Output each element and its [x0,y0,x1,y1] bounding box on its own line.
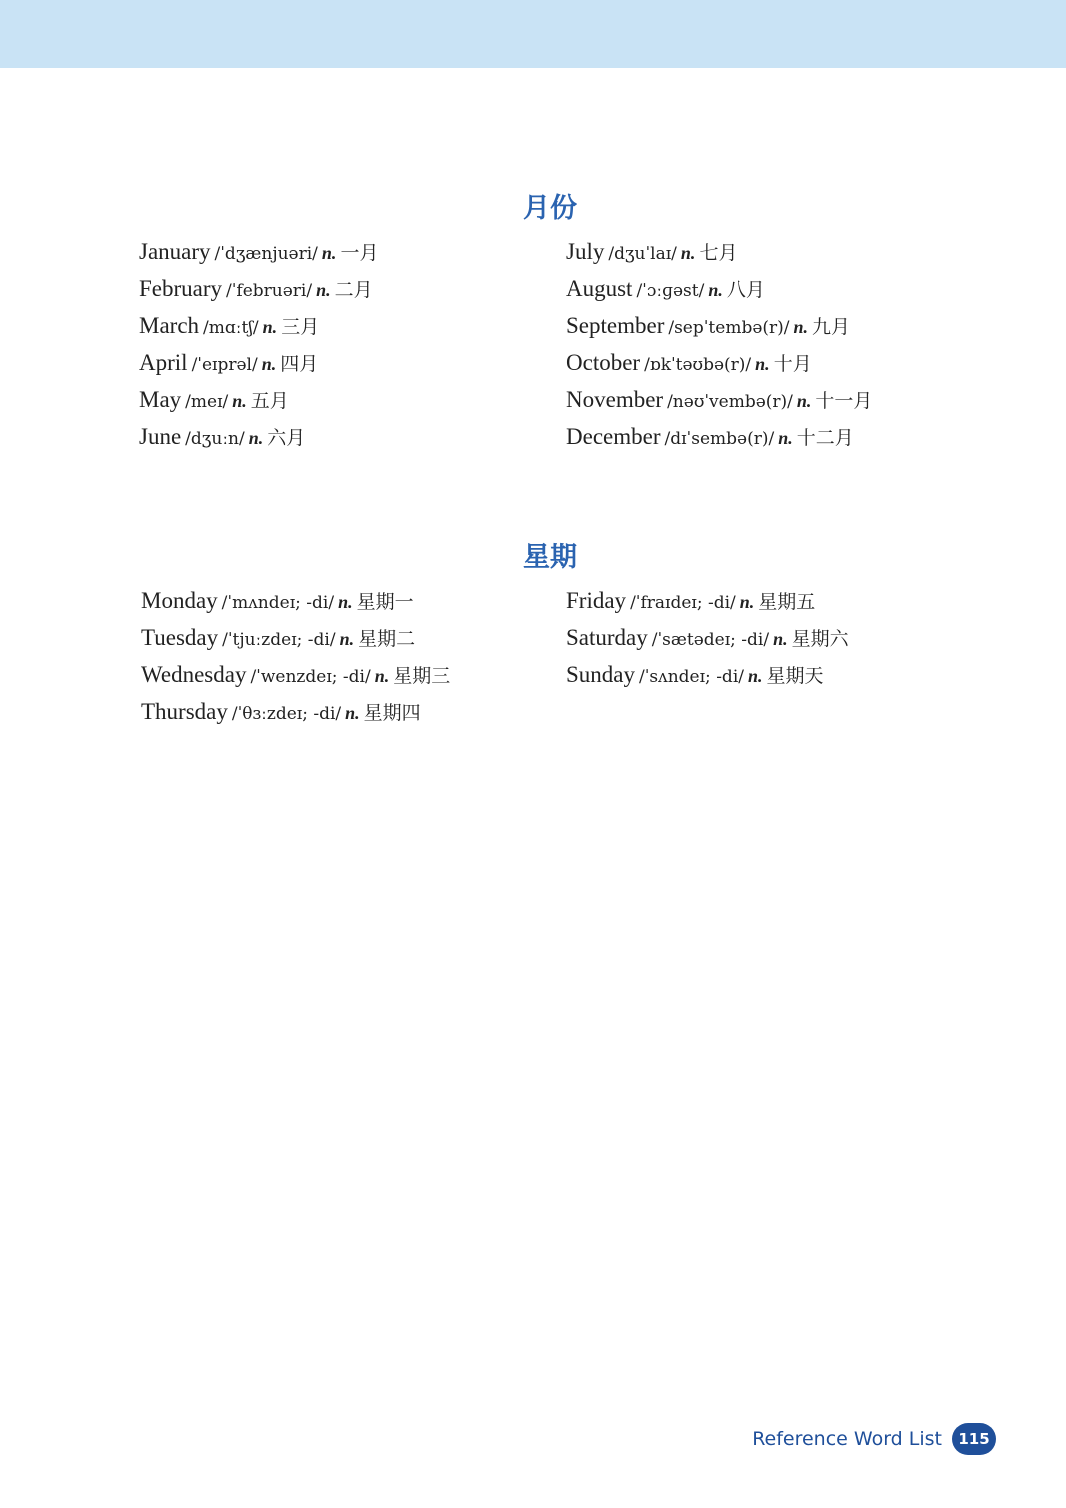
entry-word: December [566,424,661,449]
months-left-column [139,238,378,460]
list-item [566,275,872,312]
entry-pos: n. [232,391,247,411]
top-header-band [0,0,1066,68]
entry-pos: n. [708,280,723,300]
entry-word: March [139,313,200,338]
entry-word: April [139,350,188,375]
list-item [566,349,872,386]
weekdays-left-column [141,587,450,735]
entry-ipa: /ˈɔːɡəst/ [636,281,705,301]
entry-word: February [139,276,223,301]
entry-word: August [566,276,633,301]
entry-pos: n. [680,243,696,263]
entry-ipa: /mɑːtʃ/ [203,318,259,338]
entry-word: Saturday [566,625,648,650]
entry-ipa: /ˈfraɪdeɪ; -di/ [630,593,736,613]
entry-ipa: /ˈsætədeɪ; -di/ [651,630,770,650]
list-item [566,312,872,349]
entry-chinese: 四月 [280,353,319,375]
list-item [566,661,849,698]
footer-label: Reference Word List [752,1428,942,1450]
entry-chinese: 八月 [726,279,765,301]
list-item [141,624,450,661]
entry-ipa: /ˈdʒænjuəri/ [214,244,318,264]
list-item [139,349,378,386]
weekdays-right-column [566,587,849,698]
entry-ipa: /meɪ/ [185,392,229,412]
page-footer [752,1421,996,1457]
entry-ipa: /ˈsʌndeɪ; -di/ [639,667,744,687]
list-item [566,423,872,460]
entry-chinese: 五月 [250,390,289,412]
entry-word: September [566,313,665,338]
entry-word: July [566,239,605,264]
entry-word: Sunday [566,662,635,687]
entry-chinese: 一月 [340,242,379,264]
entry-word: Wednesday [141,662,247,687]
entry-ipa: /nəʊˈvembə(r)/ [667,392,793,412]
entry-ipa: /dʒuˈlaɪ/ [608,244,677,264]
entry-pos: n. [796,391,812,411]
entry-pos: n. [248,428,264,448]
list-item [141,698,450,735]
entry-chinese: 十月 [773,353,812,375]
entry-pos: n. [321,243,337,263]
entry-word: January [139,239,211,264]
months-section-title: 月份 [523,193,577,224]
entry-ipa: /sepˈtembə(r)/ [668,318,790,338]
entry-chinese: 星期四 [363,702,421,724]
entry-chinese: 星期六 [791,628,849,650]
entry-chinese: 六月 [267,427,306,449]
list-item [141,587,450,624]
entry-word: November [566,387,664,412]
entry-chinese: 星期三 [393,665,451,687]
entry-chinese: 星期一 [356,591,414,613]
weekdays-section-title: 星期 [523,542,577,573]
list-item [566,587,849,624]
entry-pos: n. [755,354,770,374]
list-item [139,275,378,312]
entry-chinese: 三月 [281,316,320,338]
entry-pos: n. [339,629,355,649]
entry-pos: n. [739,592,755,612]
entry-ipa: /ˈeɪprəl/ [191,355,258,375]
entry-word: June [139,424,182,449]
entry-ipa: /ˈfebruəri/ [226,281,313,301]
list-item [139,423,378,460]
entry-word: Monday [141,588,218,613]
entry-pos: n. [747,666,763,686]
entry-chinese: 十二月 [796,427,854,449]
entry-pos: n. [345,703,360,723]
entry-word: Thursday [141,699,228,724]
entry-pos: n. [793,317,809,337]
entry-chinese: 二月 [334,279,373,301]
entry-word: Friday [566,588,627,613]
entry-ipa: /ˈtjuːzdeɪ; -di/ [222,630,336,650]
entry-ipa: /dʒuːn/ [185,429,245,449]
list-item [139,386,378,423]
entry-chinese: 九月 [812,316,851,338]
list-item [566,386,872,423]
entry-chinese: 星期天 [766,665,824,687]
entry-word: Tuesday [141,625,219,650]
list-item [566,624,849,661]
entry-pos: n. [262,317,278,337]
entry-pos: n. [316,280,331,300]
list-item [139,312,378,349]
entry-ipa: /ˈθɜːzdeɪ; -di/ [231,704,342,724]
entry-pos: n. [374,666,390,686]
months-right-column [566,238,872,460]
entry-pos: n. [773,629,788,649]
entry-ipa: /dɪˈsembə(r)/ [664,429,775,449]
entry-ipa: /ˈwenzdeɪ; -di/ [250,667,371,687]
list-item [566,238,872,275]
entry-pos: n. [261,354,277,374]
entry-ipa: /ˈmʌndeɪ; -di/ [221,593,335,613]
entry-chinese: 星期五 [758,591,816,613]
entry-chinese: 星期二 [358,628,416,650]
entry-chinese: 七月 [699,242,738,264]
entry-pos: n. [778,428,793,448]
entry-chinese: 十一月 [815,390,873,412]
entry-word: October [566,350,641,375]
list-item [139,238,378,275]
list-item [141,661,450,698]
page-number-badge: 115 [952,1423,996,1455]
entry-ipa: /ɒkˈtəʊbə(r)/ [644,355,752,375]
entry-word: May [139,387,182,412]
entry-pos: n. [338,592,353,612]
